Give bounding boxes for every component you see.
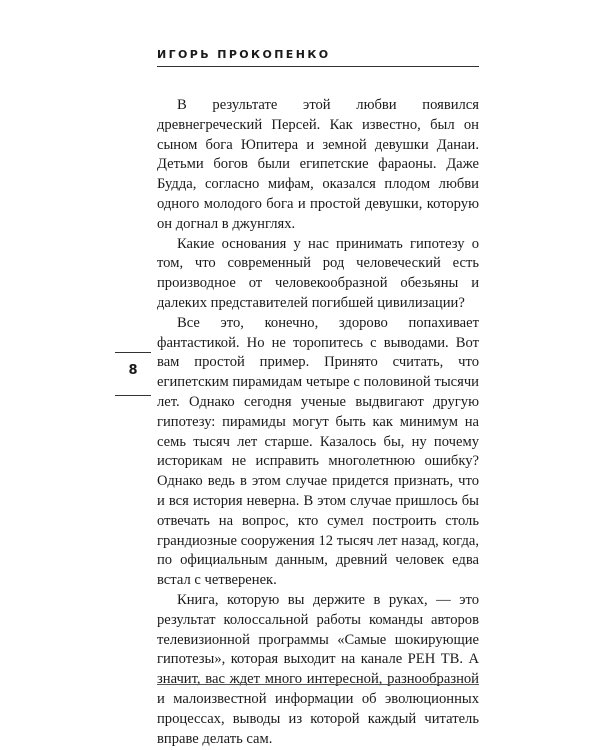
folio-rule-top	[115, 352, 151, 353]
paragraph-4: Книга, которую вы держите в руках, — это результат колоссальной работы команды авторов телевизионной программы «Самые шокирующие гипотезы», которая выходит на канале РЕН ТВ. А значит, вас ждет много интересной, разнообразной и малоизвестной информации об эволюционных процессах, выводы из которой каждый читатель вправе делать сам.	[157, 591, 479, 747]
running-head: ИГОРЬ ПРОКОПЕНКО	[157, 48, 331, 61]
paragraph-3: Все это, конечно, здорово попахивает фантастикой. Но не торопитесь с выводами. Вот вам простой пример. Принято считать, что египетским пирамидам четыре с половиной тысячи лет. Однако сегодня ученые выдвигают другую гипотезу: пирамиды могут быть как минимум на семь тысяч лет старше. Казалось бы, ну почему историкам не исправить многолетнюю ошибку? Однако ведь в этом случае придется признать, что и вся история неверна. В этом случае пришлось бы отвечать на вопрос, кто сумел построить столь грандиозные сооружения 12 тысяч лет назад, когда, по официальным данным, древний человек едва встал с четверенек.	[157, 314, 479, 589]
paragraph-1: В результате этой любви появился древнегреческий Персей. Как известно, был он сыном бога Юпитера и земной девушки Данаи. Детьми богов были египетские фараоны. Даже Будда, согласно мифам, оказался плодом любви одного молодого бога и простой девушки, которую он догнал в джунглях.	[157, 97, 479, 232]
paragraph-2: Какие основания у нас принимать гипотезу о том, что современный род человеческий есть производное от человекообразной обезьяны и далеких представителей погибшей цивилизации?	[157, 235, 479, 311]
folio-rule-bottom	[115, 395, 151, 396]
footer-rule	[157, 684, 479, 685]
page-number: 8	[128, 363, 138, 378]
header-rule	[157, 66, 479, 67]
body-text	[157, 96, 479, 749]
